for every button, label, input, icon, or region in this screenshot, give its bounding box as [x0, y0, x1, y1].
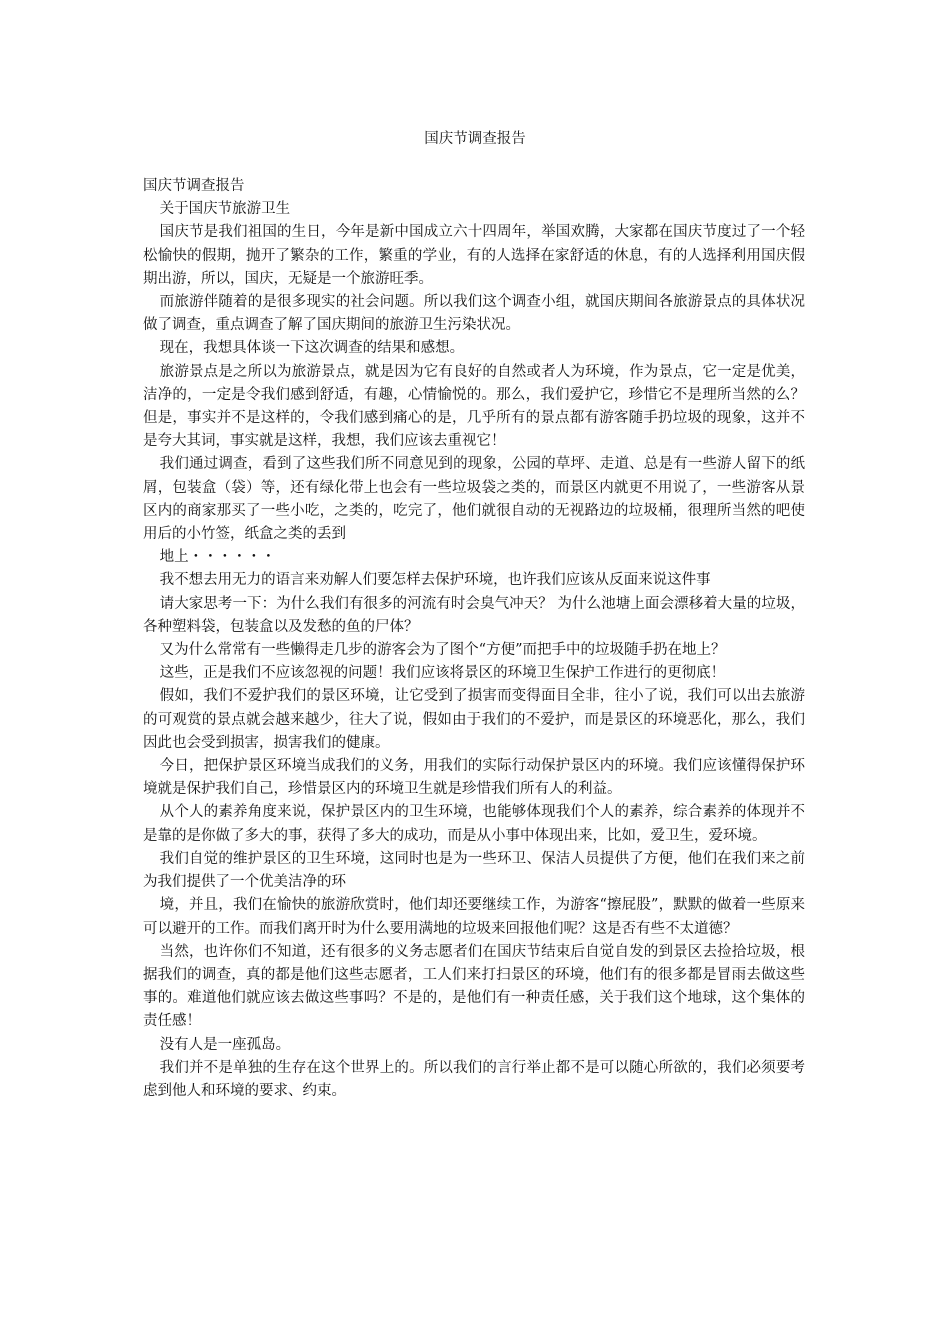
paragraph: 今日，把保护景区环境当成我们的义务，用我们的实际行动保护景区内的环境。我们应该懂得保护环境就是保护我们自己，珍惜景区内的环境卫生就是珍惜我们所有人的利益。 [143, 758, 805, 798]
paragraph: 我们通过调查，看到了这些我们所不同意见到的现象，公园的草坪、走道、总是有一些游人留下的纸屑，包装盒（袋）等，还有绿化带上也会有一些垃圾袋之类的，而景区内就更不用说了，一些游客从景区内的商家那买了一些小吃，之类的，吃完了，他们就很自动的无视路边的垃圾桶，很理所当然的吧使用后的小竹签，纸盒之类的丢到 [143, 456, 805, 543]
paragraph: 我们并不是单独的生存在这个世界上的。所以我们的言行举止都不是可以随心所欲的，我们必须要考虑到他人和环境的要求、约束。 [143, 1059, 805, 1099]
document-title: 国庆节调查报告 [424, 131, 526, 147]
paragraph: 从个人的素养角度来说，保护景区内的卫生环境，也能够体现我们个人的素养，综合素养的体现并不是靠的是你做了多大的事，获得了多大的成功，而是从小事中体现出来，比如，爱卫生，爱环境。 [143, 804, 805, 844]
paragraph: 这些，正是我们不应该忽视的问题！我们应该将景区的环境卫生保护工作进行的更彻底！ [159, 665, 726, 682]
document-body [143, 175, 805, 1103]
report-subheading: 关于国庆节旅游卫生 [159, 201, 291, 218]
paragraph: 假如，我们不爱护我们的景区环境，让它受到了损害而变得面目全非，往小了说，我们可以出去旅游的可观赏的景点就会越来越少，往大了说，假如由于我们的不爱护，而是景区的环境恶化，那么，我们因此也会受到损害，损害我们的健康。 [143, 688, 805, 751]
paragraph: 现在，我想具体谈一下这次调查的结果和感想。 [159, 340, 465, 357]
paragraph: 国庆节是我们祖国的生日，今年是新中国成立六十四周年，举国欢腾，大家都在国庆节度过了一个轻松愉快的假期，抛开了繁杂的工作，繁重的学业，有的人选择在家舒适的休息，有的人选择利用国庆假期出游，所以，国庆，无疑是一个旅游旺季。 [143, 224, 805, 287]
paragraph: 请大家思考一下：为什么我们有很多的河流有时会臭气冲天？ 为什么池塘上面会漂移着大量的垃圾，各种塑料袋，包装盒以及发愁的鱼的尸体？ [143, 595, 805, 635]
paragraph: 旅游景点是之所以为旅游景点，就是因为它有良好的自然或者人为环境，作为景点，它一定是优美，洁净的，一定是令我们感到舒适，有趣，心情愉悦的。那么，我们爱护它，珍惜它不是理所当然的么？但是，事实并不是这样的，令我们感到痛心的是，几乎所有的景点都有游客随手扔垃圾的现象，这并不是夸大其词，事实就是这样，我想，我们应该去重视它！ [143, 363, 805, 450]
paragraph: 境，并且，我们在愉快的旅游欣赏时，他们却还要继续工作，为游客“擦屁股”，默默的做着一些原来可以避开的工作。而我们离开时为什么要用满地的垃圾来回报他们呢？这是否有些不太道德？ [143, 897, 805, 937]
paragraph: 当然，也许你们不知道，还有很多的义务志愿者们在国庆节结束后自觉自发的到景区去捡拾垃圾，根据我们的调查，真的都是他们这些志愿者，工人们来打扫景区的环境，他们有的很多都是冒雨去做这些事的。难道他们就应该去做这些事吗？不是的，是他们有一种责任感，关于我们这个地球，这个集体的责任感！ [143, 943, 805, 1030]
paragraph: 地上・・・・・・ [159, 549, 276, 566]
paragraph: 又为什么常常有一些懒得走几步的游客会为了图个“方便”而把手中的垃圾随手扔在地上？ [159, 642, 726, 659]
paragraph: 没有人是一座孤岛。 [159, 1036, 291, 1053]
paragraph: 我不想去用无力的语言来劝解人们要怎样去保护环境，也许我们应该从反面来说这件事 [159, 572, 711, 589]
paragraph: 我们自觉的维护景区的卫生环境，这同时也是为一些环卫、保洁人员提供了方便，他们在我们来之前为我们提供了一个优美洁净的环 [143, 850, 805, 891]
report-heading: 国庆节调查报告 [143, 178, 245, 194]
paragraph: 而旅游伴随着的是很多现实的社会问题。所以我们这个调查小组，就国庆期间各旅游景点的具体状况做了调查，重点调查了解了国庆期间的旅游卫生污染状况。 [143, 294, 805, 334]
